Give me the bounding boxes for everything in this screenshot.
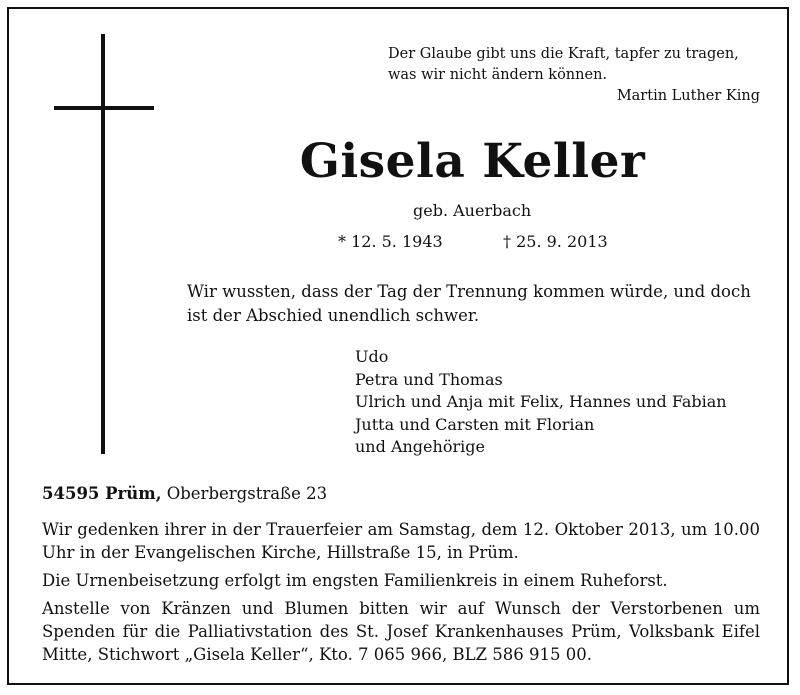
mourners-list	[355, 346, 727, 459]
maiden-name: geb. Auerbach	[413, 201, 532, 220]
mourner-entry: Petra und Thomas	[355, 369, 503, 389]
quote-block	[388, 44, 760, 107]
mourner-entry: Jutta und Carsten mit Florian	[355, 414, 595, 434]
cross-icon-bar	[54, 106, 154, 110]
deceased-name: Gisela Keller	[299, 134, 646, 189]
address-city: 54595 Prüm,	[42, 484, 162, 503]
death-date: † 25. 9. 2013	[503, 232, 608, 251]
address-street: Oberbergstraße 23	[166, 484, 328, 503]
donation-paragraph: Anstelle von Kränzen und Blumen bitten wir auf Wunsch der Verstorbenen um Spenden für die Palliativstation des St. Josef Krankenhauses Prüm, Volksbank Eifel Mitte, Stichwort „Gisela Keller“, Kto. 7 065 966, BLZ 586 915 00.	[42, 599, 760, 664]
mourner-entry: Ulrich und Anja mit Felix, Hannes und Fabian	[355, 392, 727, 411]
quote-line: was wir nicht ändern können.	[388, 67, 608, 83]
mourner-entry: Udo	[355, 347, 389, 366]
address	[42, 484, 327, 503]
farewell-text	[187, 280, 762, 328]
urn-paragraph: Die Urnenbeisetzung erfolgt im engsten Familienkreis in einem Ruheforst.	[42, 571, 668, 590]
mourner-entry: und Angehörige	[355, 437, 485, 456]
farewell-line: ist der Abschied unendlich schwer.	[187, 306, 480, 325]
birth-date: * 12. 5. 1943	[338, 232, 443, 251]
farewell-line: Wir wussten, dass der Tag der Trennung kommen würde, und doch	[187, 282, 751, 301]
quote-author: Martin Luther King	[616, 88, 760, 104]
service-paragraph: Wir gedenken ihrer in der Trauerfeier am Samstag, dem 12. Oktober 2013, um 10.00 Uhr in der Evangelischen Kirche, Hillstraße 15, in Prüm.	[42, 520, 760, 562]
cross-icon	[101, 34, 105, 454]
quote-line: Der Glaube gibt uns die Kraft, tapfer zu tragen,	[388, 46, 739, 62]
